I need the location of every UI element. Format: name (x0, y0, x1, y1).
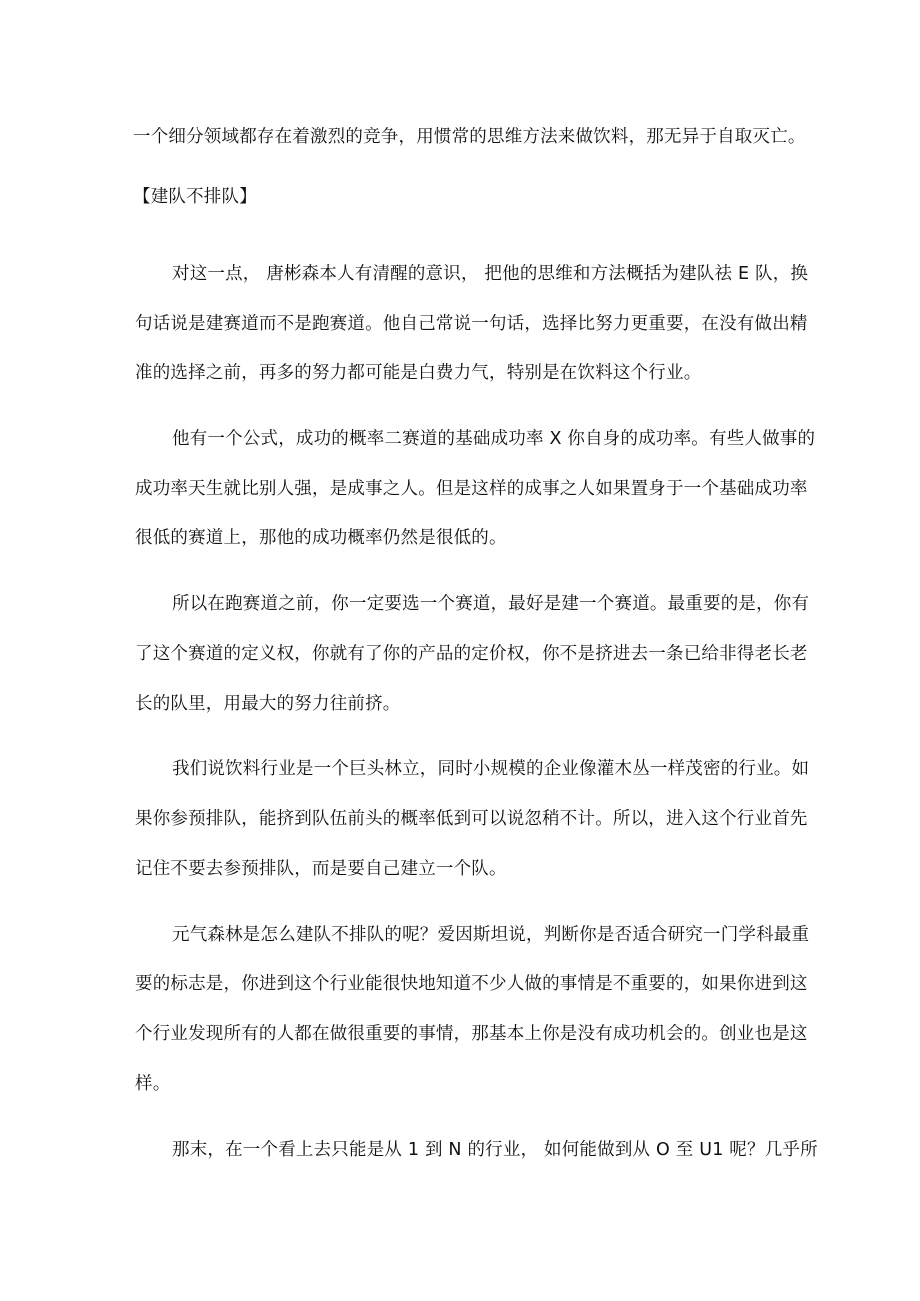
paragraph-line: 样。 (135, 1074, 171, 1094)
paragraph-line: 我们说饮料行业是一个巨头林立，同时小规模的企业像灌木丛一样茂密的行业。如 (172, 759, 810, 779)
paragraph-line: 果你参预排队，能挤到队伍前头的概率低到可以说忽稍不计。所以，进入这个行业首先 (135, 809, 808, 829)
paragraph-line: 了这个赛道的定义权，你就有了你的产品的定价权，你不是挤进去一条已给非得老长老 (135, 644, 808, 664)
section-heading: 【建队不排队】 (133, 187, 257, 207)
paragraph-line: 所以在跑赛道之前，你一定要选一个赛道，最好是建一个赛道。最重要的是，你有 (172, 594, 810, 614)
paragraph-line: 要的标志是，你进到这个行业能很快地知道不少人做的事情是不重要的，如果你进到这 (135, 974, 808, 994)
paragraph-line: 一个细分领域都存在着激烈的竞争，用惯常的思维方法来做饮料，那无异于自取灭亡。 (133, 127, 806, 147)
paragraph-line: 句话说是建赛道而不是跑赛道。他自己常说一句话，选择比努力更重要，在没有做出精 (135, 314, 808, 334)
paragraph-line: 元气森林是怎么建队不排队的呢？爱因斯坦说，判断你是否适合研究一门学科最重 (172, 925, 810, 945)
paragraph-line: 很低的赛道上，那他的成功概率仍然是很低的。 (135, 528, 507, 548)
paragraph-line: 成功率天生就比别人强，是成事之人。但是这样的成事之人如果置身于一个基础成功率 (135, 479, 808, 499)
paragraph-line: 他有一个公式，成功的概率二赛道的基础成功率 X 你自身的成功率。有些人做事的 (172, 429, 816, 449)
paragraph-line: 长的队里，用最大的努力往前挤。 (135, 694, 401, 714)
paragraph-line: 对这一点， 唐彬森本人有清醒的意识， 把他的思维和方法概括为建队祛 E 队，换 (172, 264, 809, 284)
paragraph-line: 那末，在一个看上去只能是从 1 到 N 的行业， 如何能做到从 O 至 U1 呢？几乎所 (172, 1140, 818, 1160)
paragraph-line: 记住不要去参预排队，而是要自己建立一个队。 (135, 859, 507, 879)
paragraph-line: 准的选择之前，再多的努力都可能是白费力气，特别是在饮料这个行业。 (135, 363, 702, 383)
paragraph-line: 个行业发现所有的人都在做很重要的事情，那基本上你是没有成功机会的。创业也是这 (135, 1024, 808, 1044)
